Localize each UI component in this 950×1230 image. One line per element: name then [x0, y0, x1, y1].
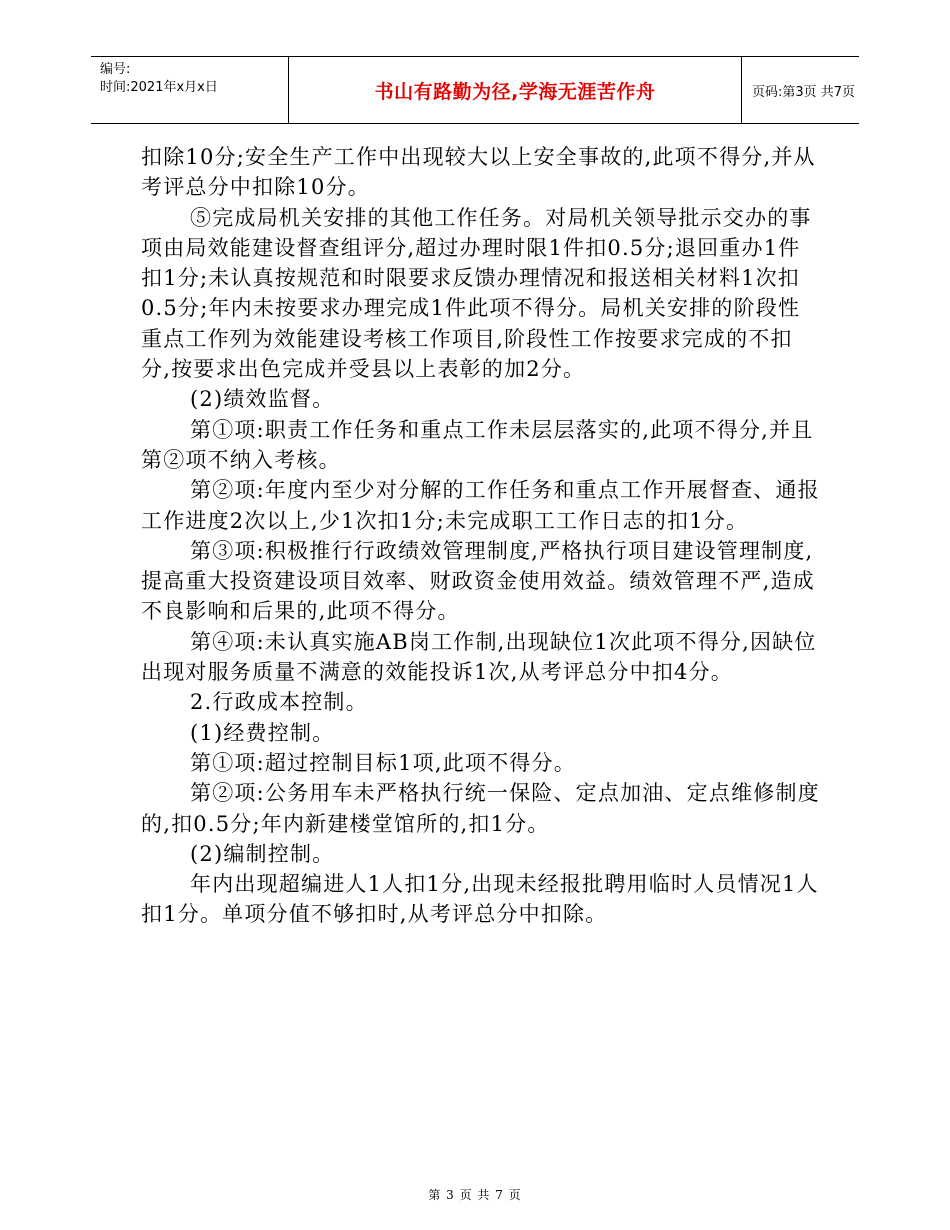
paragraph-continuation: 扣除10分;安全生产工作中出现较大以上安全事故的,此项不得分,并从考评总分中扣除10分。	[141, 145, 816, 200]
paragraph-item-3: 第③项:积极推行行政绩效管理制度,严格执行项目建设管理制度,提高重大投资建设项目效率、财政资金使用效益。绩效管理不严,造成不良影响和后果的,此项不得分。	[141, 538, 815, 624]
document-body	[141, 142, 821, 930]
heading-staffing-control: (2)编制控制。	[190, 841, 335, 866]
header-page-info: 页码:第3页 共7页	[752, 84, 856, 100]
paragraph-staffing: 年内出现超编进人1人扣1分,出现未经报批聘用临时人员情况1人扣1分。单项分值不够扣时,从考评总分中扣除。	[141, 872, 819, 927]
paragraph-item-5: ⑤完成局机关安排的其他工作任务。对局机关领导批示交办的事项由局效能建设督查组评分,超过办理时限1件扣0.5分;退回重办1件扣1分;未认真按规范和时限要求反馈办理情况和报送相关材料1次扣0.5分;年内未按要求办理完成1件此项不得分。局机关安排的阶段性重点工作列为效能建设考核工作项目,阶段性工作按要求完成的不扣分,按要求出色完成并受县以上表彰的加2分。	[141, 205, 812, 382]
paragraph-item-2: 第②项:年度内至少对分解的工作任务和重点工作开展督查、通报工作进度2次以上,少1次扣1分;未完成职工工作日志的扣1分。	[141, 478, 820, 533]
time-label: 时间:2021年x月x日	[100, 80, 218, 95]
number-label: 编号:	[100, 62, 131, 77]
paragraph-expense-item-1: 第①项:超过控制目标1项,此项不得分。	[190, 750, 576, 775]
paragraph-item-1: 第①项:职责工作任务和重点工作未层层落实的,此项不得分,并且第②项不纳入考核。	[141, 417, 814, 472]
page-header	[91, 56, 859, 124]
heading-expense-control: (1)经费控制。	[190, 720, 335, 745]
header-meta	[100, 61, 288, 97]
paragraph-item-4: 第④项:未认真实施AB岗工作制,出现缺位1次此项不得分,因缺位出现对服务质量不满意的效能投诉1次,从考评总分中扣4分。	[141, 629, 817, 685]
header-motto: 书山有路勤为径,学海无涯苦作舟	[374, 80, 656, 103]
heading-performance-supervision: (2)绩效监督。	[190, 387, 335, 412]
header-divider-right	[741, 57, 742, 123]
page-footer: 第 3 页 共 7 页	[428, 1188, 522, 1202]
heading-admin-cost-control: 2.行政成本控制。	[190, 690, 368, 715]
paragraph-expense-item-2: 第②项:公务用车未严格执行统一保险、定点加油、定点维修制度的,扣0.5分;年内新建楼堂馆所的,扣1分。	[141, 781, 820, 836]
